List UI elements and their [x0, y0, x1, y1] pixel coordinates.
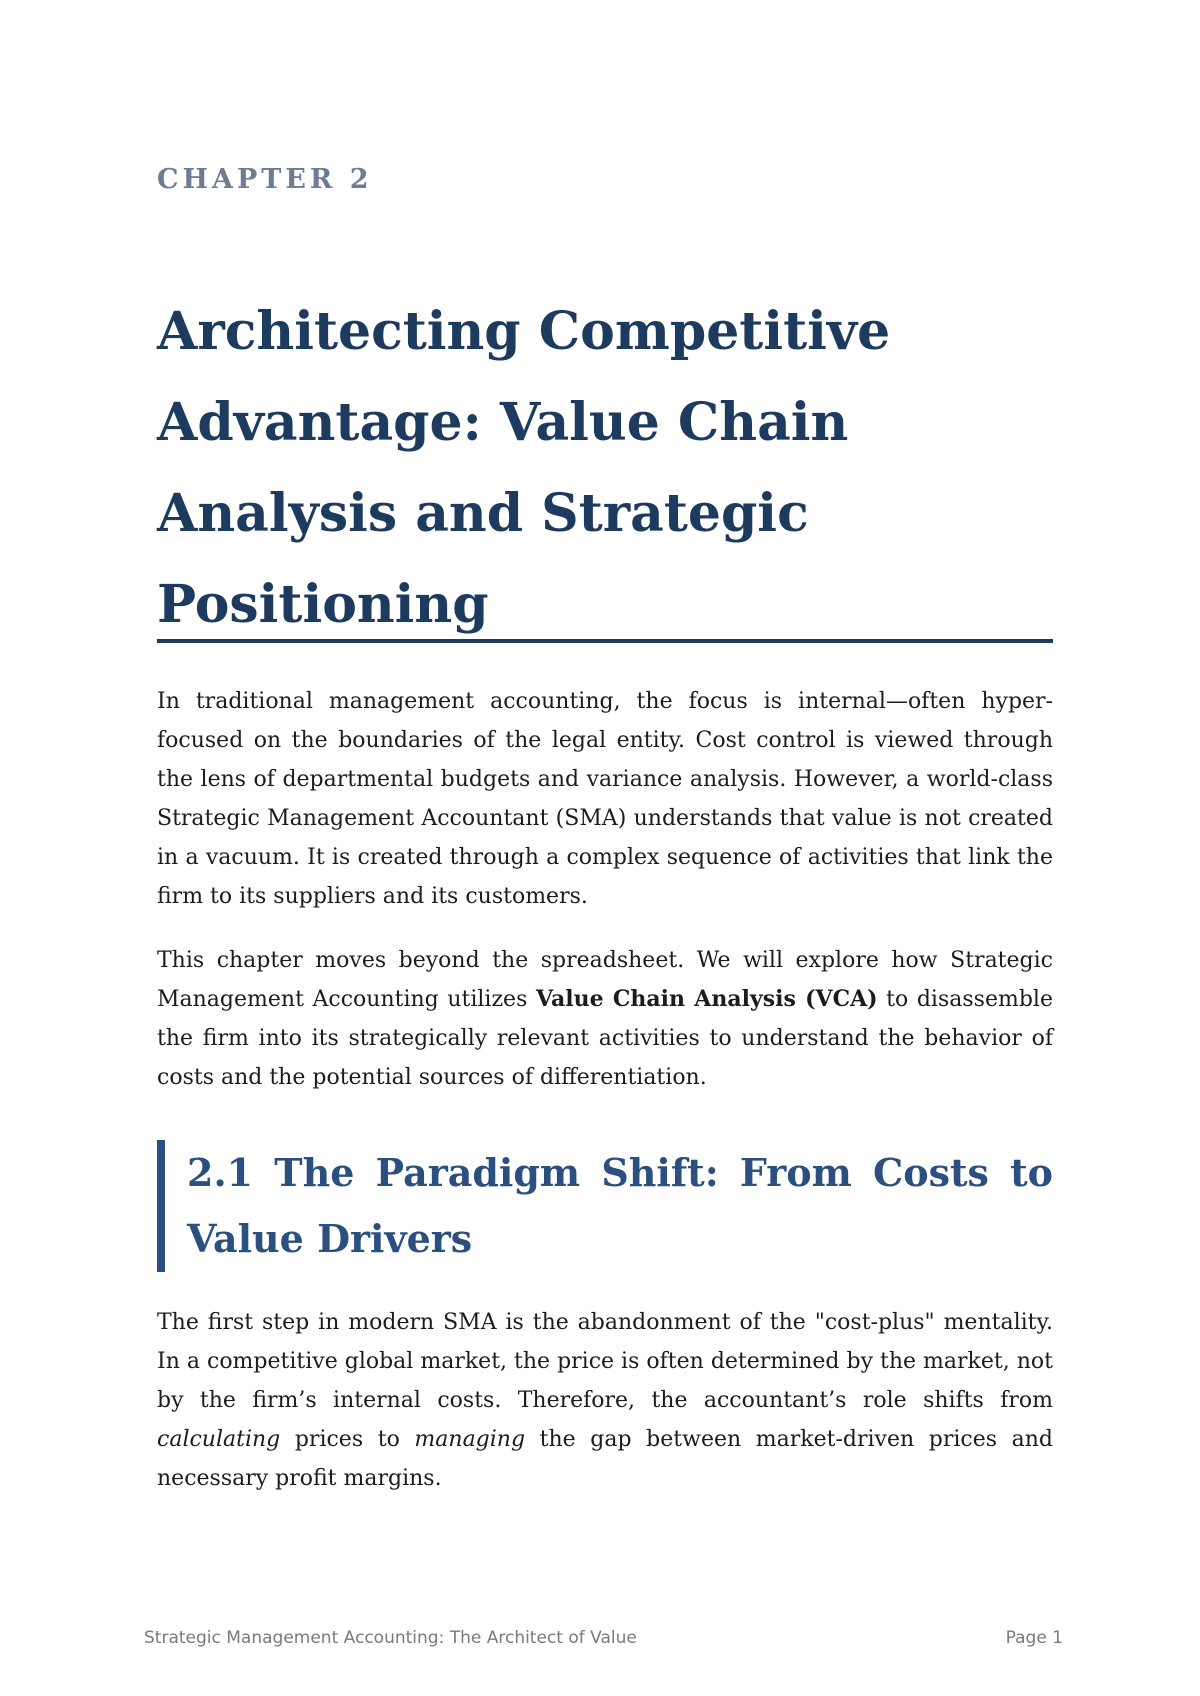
footer-page-number: Page 1	[1005, 1628, 1063, 1648]
section-accent-bar	[157, 1140, 165, 1272]
chapter-label: CHAPTER 2	[157, 164, 373, 195]
section-heading-2-1	[157, 1140, 1053, 1272]
section-title: 2.1 The Paradigm Shift: From Costs to Value Drivers	[187, 1150, 1053, 1261]
section-paragraph-text-end: the gap between market-driven prices and necessary profit margins.	[157, 1427, 1053, 1491]
section-paragraph-1	[157, 1303, 1053, 1498]
intro-paragraph-2-text-end: to disassemble the firm into its strategically relevant activities to understand the behavior of costs and the potential sources of differentiation.	[157, 987, 1053, 1090]
section-paragraph-text-mid: prices to	[280, 1427, 415, 1452]
intro-paragraph-2-text-start: This chapter moves beyond the spreadsheet. We will explore how Strategic Management Accounting utilizes	[157, 948, 1053, 1012]
chapter-title: Architecting Competitive Advantage: Value Chain Analysis and Strategic Positioning	[157, 301, 891, 635]
intro-paragraph-1: In traditional management accounting, the focus is internal—often hyper-focused on the boundaries of the legal entity. Cost control is viewed through the lens of departmental budgets and variance analysis. However, a world-class Strategic Management Accountant (SMA) understands that value is not created in a vacuum. It is created through a complex sequence of activities that link the firm to its suppliers and its customers.	[157, 689, 1053, 909]
section-paragraph-text-start: The first step in modern SMA is the abandonment of the "cost-plus" mentality. In a competitive global market, the price is often determined by the market, not by the firm’s internal costs. Therefore, the accountant’s role shifts from	[157, 1310, 1053, 1413]
document-page	[157, 0, 1053, 1696]
title-divider	[157, 639, 1053, 643]
footer-book-title: Strategic Management Accounting: The Architect of Value	[144, 1628, 637, 1648]
intro-paragraph-2	[157, 941, 1053, 1097]
emphasis-calculating: calculating	[157, 1427, 281, 1452]
emphasis-managing: managing	[414, 1427, 526, 1452]
vca-term: Value Chain Analysis (VCA)	[535, 986, 878, 1012]
